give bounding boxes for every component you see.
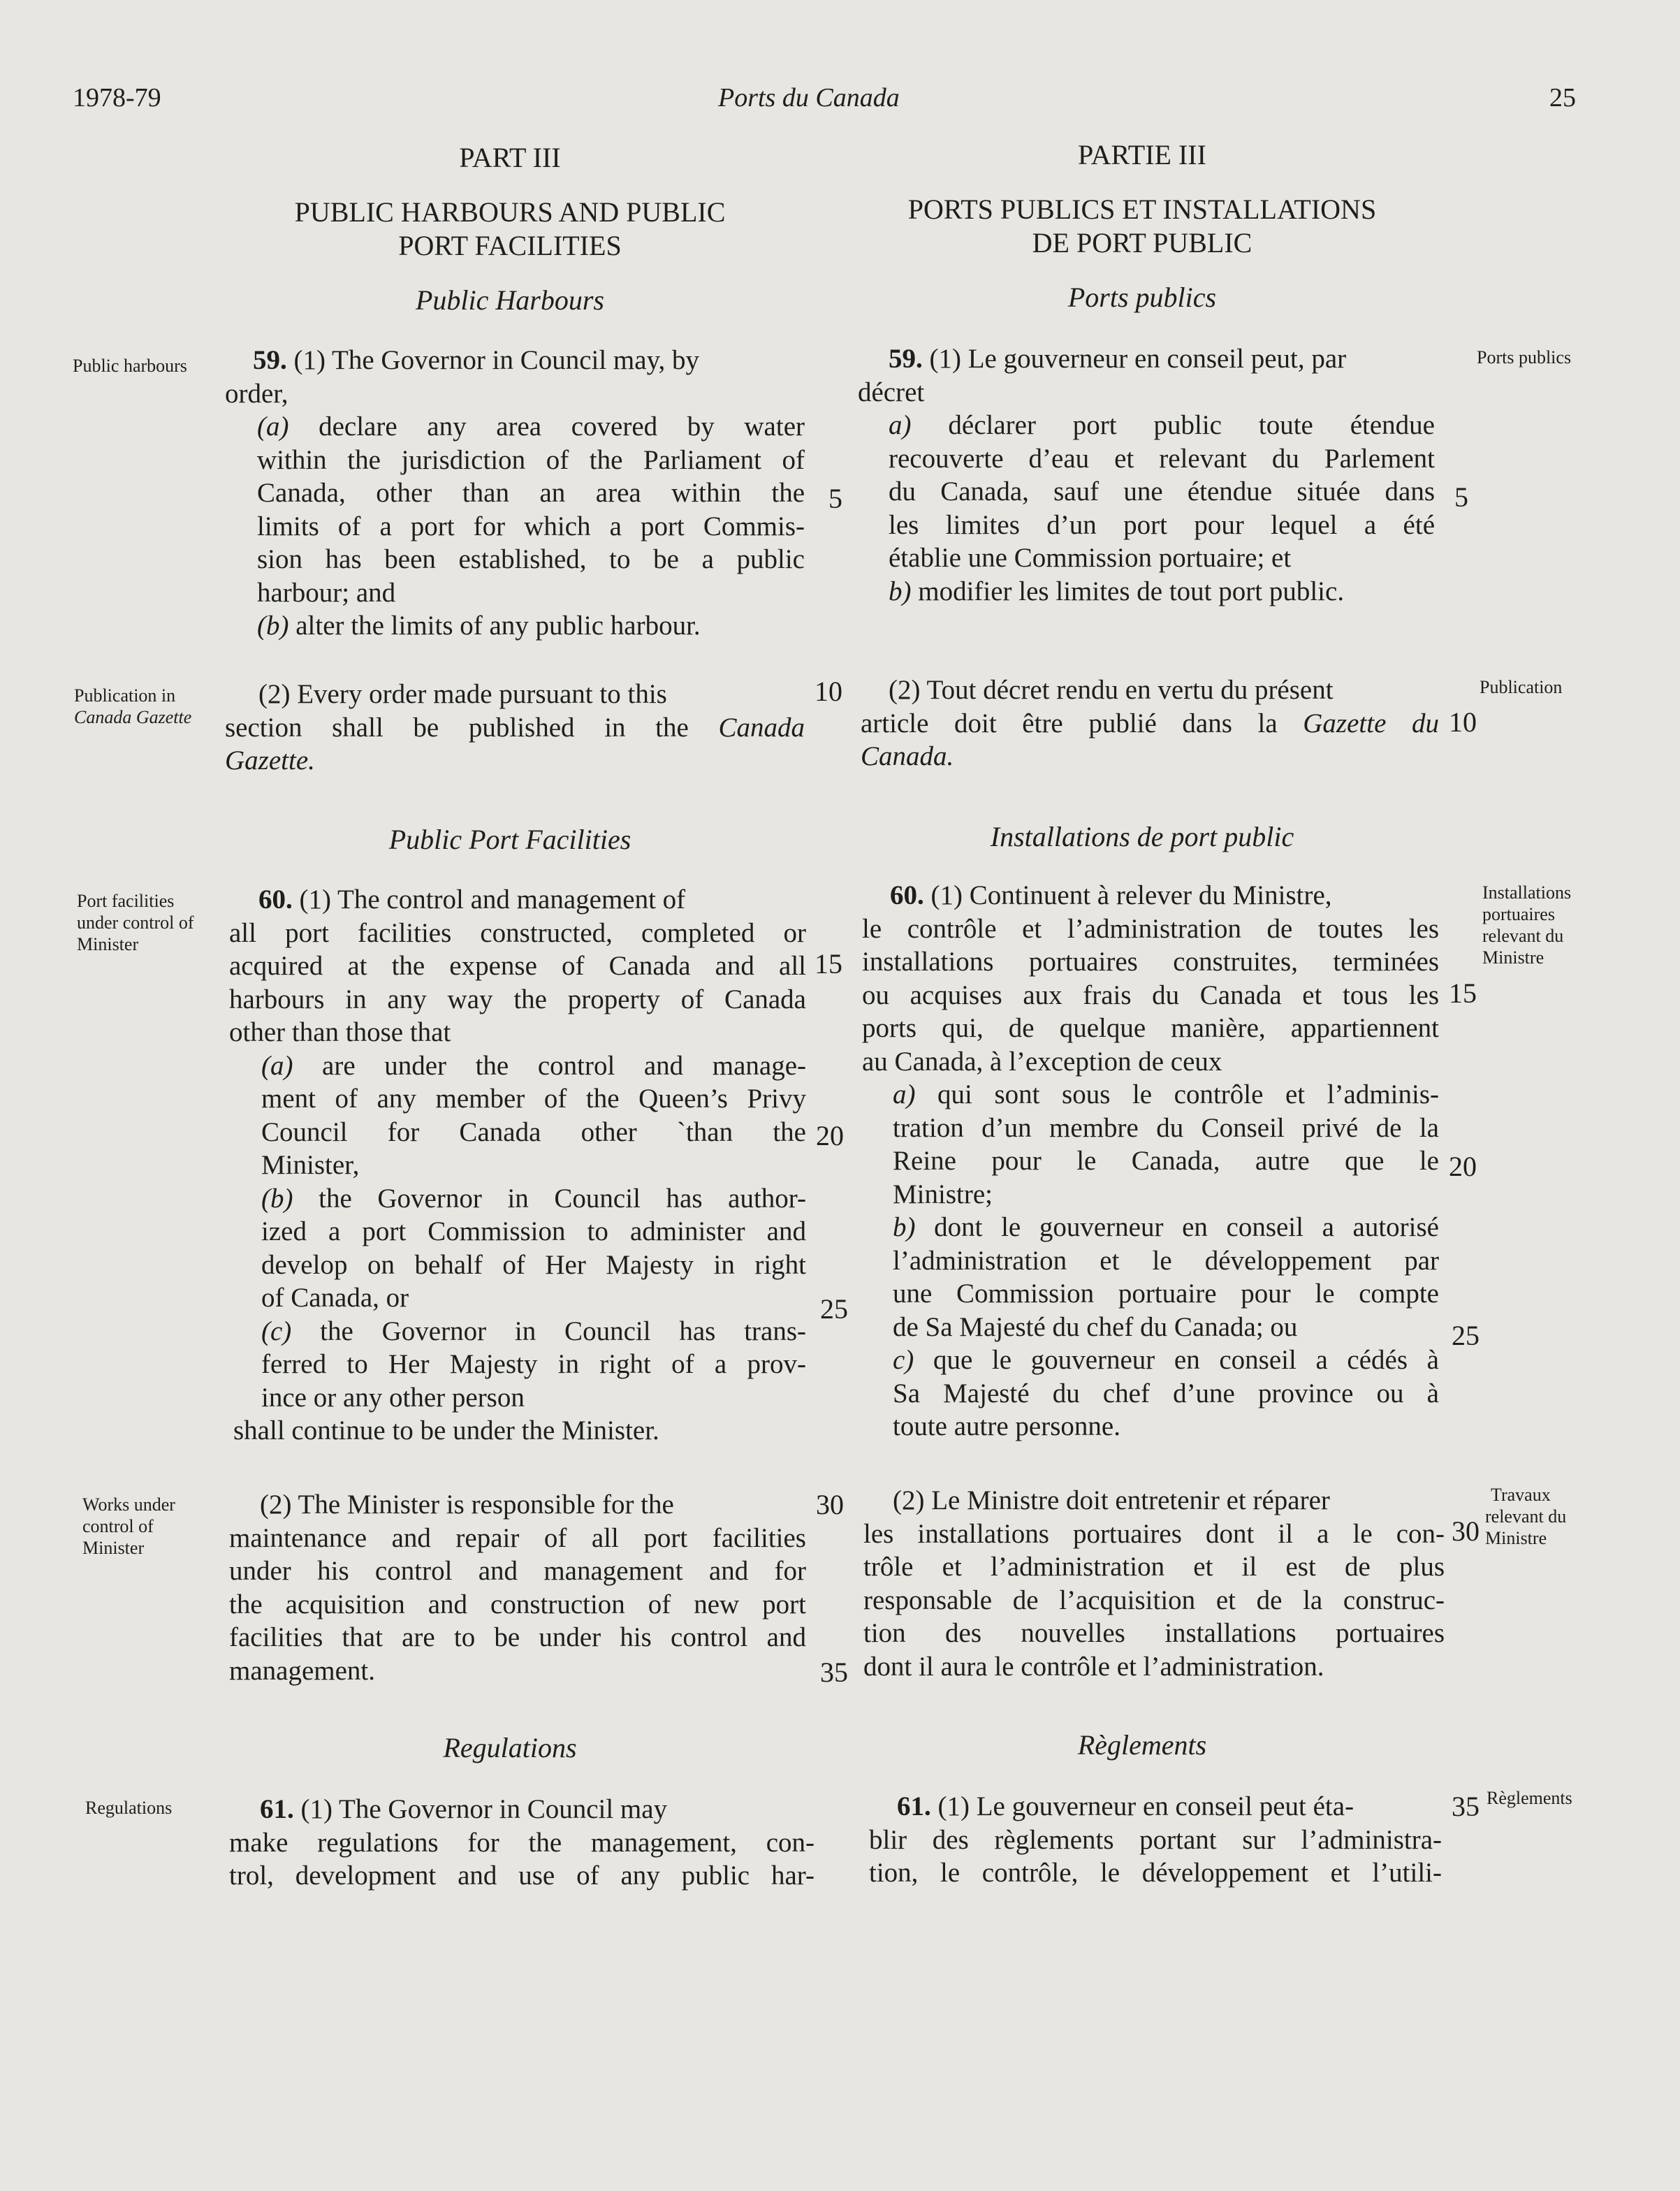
text-line: (1) Le gouverneur en conseil peut, par xyxy=(922,344,1347,374)
text-line: qui sont sous le contrôle et l’adminis- xyxy=(915,1079,1439,1109)
item-label: b) xyxy=(889,576,912,606)
line-number: 10 xyxy=(1449,706,1477,738)
margin-note-works-under-control xyxy=(82,1494,175,1559)
french-part-title-line-1: PORTS PUBLICS ET INSTALLATIONS xyxy=(907,194,1377,225)
text-line: alter the limits of any public harbour. xyxy=(288,611,701,641)
english-part-title xyxy=(217,196,803,263)
line-number: 30 xyxy=(816,1489,844,1520)
text-line: make regulations for the management, con- xyxy=(229,1827,815,1858)
text-line: (2) Le Ministre doit entretenir et réparer xyxy=(893,1485,1330,1515)
margin-note-line: Installations xyxy=(1482,882,1572,903)
margin-note-ports-publics: Ports publics xyxy=(1477,347,1572,367)
text-line: trol, development and use of any public har- xyxy=(229,1861,815,1891)
text-line: are under the control and manage- xyxy=(293,1050,806,1081)
english-item-59-b xyxy=(225,609,805,643)
text-line: under his control and management and for xyxy=(229,1556,806,1586)
french-section-59-1 xyxy=(858,342,1435,608)
english-item-59-a xyxy=(225,410,805,609)
text-line: ports qui, de quelque manière, appartiennent xyxy=(862,1013,1439,1043)
margin-note-public-harbours: Public harbours xyxy=(73,356,187,376)
english-section-59-2 xyxy=(225,678,805,778)
text-line: acquired at the expense of Canada and all xyxy=(229,951,806,981)
text-line: develop on behalf of Her Majesty in right xyxy=(261,1249,806,1280)
text-line: les limites d’un port pour lequel a été xyxy=(889,509,1435,540)
line-number: 10 xyxy=(815,676,842,707)
header-title: Ports du Canada xyxy=(718,83,900,112)
text-line: (2) Tout décret rendu en vertu du présent xyxy=(889,675,1334,705)
text-line: dont le gouverneur en conseil a autorisé xyxy=(915,1212,1439,1242)
french-section-60-2 xyxy=(863,1484,1445,1683)
item-label: (b) xyxy=(257,611,289,641)
text-line: installations portuaires construites, terminées xyxy=(862,947,1439,977)
text-line: Reine pour le Canada, autre que le xyxy=(893,1146,1439,1176)
text-line: (1) Le gouverneur en conseil peut éta- xyxy=(930,1791,1354,1821)
text-line: shall continue to be under the Minister. xyxy=(233,1415,659,1446)
text-line: ince or any other person xyxy=(261,1382,525,1413)
margin-note-line: under control of xyxy=(77,912,194,933)
margin-note-line: Publication in xyxy=(74,685,176,706)
text-line: (1) Continuent à relever du Ministre, xyxy=(923,880,1332,910)
text-line: Canada. xyxy=(861,741,954,771)
line-number: 5 xyxy=(1454,481,1468,513)
line-number: 5 xyxy=(828,483,842,514)
section-number: 59. xyxy=(253,345,287,375)
text-line: toute autre personne. xyxy=(893,1411,1120,1441)
header-years: 1978-79 xyxy=(73,83,161,112)
french-item-60-b xyxy=(862,1211,1439,1344)
french-part-title-line-2: DE PORT PUBLIC xyxy=(1032,227,1252,259)
french-section-61 xyxy=(869,1790,1442,1890)
english-item-60-c xyxy=(229,1315,806,1415)
text-line: au Canada, à l’exception de ceux xyxy=(862,1046,1222,1077)
text-line: the Governor in Council has trans- xyxy=(291,1316,806,1346)
english-subheading-public-harbours: Public Harbours xyxy=(416,284,604,316)
french-section-59-2 xyxy=(861,674,1439,773)
margin-note-port-facilities-under-control xyxy=(77,890,194,955)
text-line: établie une Commission portuaire; et xyxy=(889,543,1292,573)
margin-note-line: portuaires xyxy=(1482,904,1555,924)
text-line: recouverte d’eau et relevant du Parlement xyxy=(889,443,1435,474)
text-line: the acquisition and construction of new port xyxy=(229,1589,806,1619)
section-number: 61. xyxy=(897,1791,931,1821)
text-line: facilities that are to be under his control and xyxy=(229,1622,806,1652)
margin-note-line: relevant du xyxy=(1482,926,1564,946)
margin-note-travaux xyxy=(1485,1484,1566,1549)
text-line: les installations portuaires dont il a le con- xyxy=(863,1518,1445,1549)
english-subheading-regulations: Regulations xyxy=(443,1732,577,1763)
text-line: Minister, xyxy=(261,1150,360,1180)
text-line: Sa Majesté du chef d’une province ou à xyxy=(893,1378,1439,1408)
french-part-title xyxy=(838,193,1446,260)
section-number: 60. xyxy=(890,880,924,910)
text-line: (1) The Governor in Council may, by xyxy=(286,345,700,375)
text-line: sion has been established, to be a public xyxy=(257,544,805,574)
english-section-61 xyxy=(229,1793,815,1893)
text-line: limits of a port for which a port Commis- xyxy=(257,511,805,541)
text-line: ment of any member of the Queen’s Privy xyxy=(261,1084,806,1114)
text-line: (1) The control and management of xyxy=(292,885,686,915)
text-line: tration d’un membre du Conseil privé de la xyxy=(893,1112,1439,1143)
english-item-60-b xyxy=(229,1182,806,1315)
text-line: responsable de l’acquisition et de la construc- xyxy=(863,1585,1445,1615)
french-subheading-installations: Installations de port public xyxy=(990,821,1294,852)
french-item-60-a xyxy=(862,1078,1439,1211)
text-line: article doit être publié dans la xyxy=(861,708,1303,738)
margin-note-line: Ministre xyxy=(1485,1528,1547,1548)
french-subheading-reglements: Règlements xyxy=(1077,1729,1207,1761)
text-line: declare any area covered by water xyxy=(288,412,805,442)
line-number: 35 xyxy=(820,1657,848,1688)
text-line: trôle et l’administration et il est de plus xyxy=(863,1552,1445,1582)
text-line: ou acquises aux frais du Canada et tous les xyxy=(862,980,1439,1010)
text-line: blir des règlements portant sur l’administra- xyxy=(869,1824,1442,1855)
text-line: order, xyxy=(225,378,288,409)
english-section-59-1 xyxy=(225,344,805,643)
margin-note-installations-portuaires xyxy=(1482,882,1571,968)
margin-note-reglements: Règlements xyxy=(1487,1788,1572,1808)
text-line: Canada, other than an area within the xyxy=(257,478,805,508)
text-line: other than those that xyxy=(229,1017,451,1047)
item-label: (c) xyxy=(261,1316,292,1346)
margin-note-publication-in-canada-gazette xyxy=(74,685,191,728)
text-line: que le gouverneur en conseil a cédés à xyxy=(914,1345,1439,1375)
text-line: all port facilities constructed, completed or xyxy=(229,917,806,948)
header-page-number: 25 xyxy=(1549,83,1576,112)
section-number: 59. xyxy=(889,344,923,374)
text-line: décret xyxy=(858,377,925,407)
text-line: modifier les limites de tout port public. xyxy=(911,576,1345,606)
margin-note-line: relevant du xyxy=(1485,1506,1567,1527)
english-item-60-a xyxy=(229,1049,806,1182)
text-line: maintenance and repair of all port facilities xyxy=(229,1522,806,1553)
text-line: tion, le contrôle, le développement et l’utili- xyxy=(869,1858,1442,1888)
section-number: 61. xyxy=(260,1794,294,1824)
text-line: section shall be published in the xyxy=(225,712,719,743)
margin-note-line: Travaux xyxy=(1491,1485,1551,1505)
item-label: a) xyxy=(893,1079,916,1109)
margin-note-line: control of xyxy=(82,1516,154,1536)
text-line: ized a port Commission to administer and xyxy=(261,1216,806,1246)
item-label: b) xyxy=(893,1212,916,1242)
line-number: 25 xyxy=(1452,1320,1480,1351)
text-line: dont il aura le contrôle et l’administration. xyxy=(863,1651,1324,1682)
english-section-60-2 xyxy=(229,1488,806,1687)
text-line: le contrôle et l’administration de toutes les xyxy=(862,913,1439,944)
text-line: Canada xyxy=(718,712,805,743)
margin-note-line: Minister xyxy=(77,934,139,954)
section-number: 60. xyxy=(258,885,293,915)
line-number: 20 xyxy=(1449,1151,1477,1182)
margin-note-line: Minister xyxy=(82,1538,145,1558)
french-subheading-ports-publics: Ports publics xyxy=(1067,282,1217,313)
text-line: déclarer port public toute étendue xyxy=(911,410,1435,440)
margin-note-line: Works under xyxy=(82,1494,175,1515)
text-line: harbours in any way the property of Canada xyxy=(229,984,806,1014)
line-number: 20 xyxy=(816,1120,844,1151)
line-number: 30 xyxy=(1452,1515,1480,1547)
text-line: l’administration et le développement par xyxy=(893,1245,1439,1276)
text-line: de Sa Majesté du chef du Canada; ou xyxy=(893,1311,1298,1342)
text-line: of Canada, or xyxy=(261,1283,409,1313)
line-number: 15 xyxy=(815,948,842,980)
text-line: within the jurisdiction of the Parliament of xyxy=(257,444,805,475)
text-line: harbour; and xyxy=(257,577,396,608)
french-item-59-a xyxy=(858,409,1435,575)
line-number: 15 xyxy=(1449,977,1477,1009)
margin-note-regulations: Regulations xyxy=(85,1798,173,1818)
text-line: Council for Canada other `than the xyxy=(261,1116,806,1147)
margin-note-line: Port facilities xyxy=(77,891,175,911)
item-label: (a) xyxy=(261,1050,293,1081)
text-line: Ministre; xyxy=(893,1179,993,1209)
item-label: a) xyxy=(889,410,912,440)
english-part-title-line-1: PUBLIC HARBOURS AND PUBLIC xyxy=(294,196,726,228)
text-line: du Canada, sauf une étendue située dans xyxy=(889,476,1435,507)
text-line: management. xyxy=(229,1655,375,1686)
french-part: PARTIE III xyxy=(1078,139,1206,170)
margin-note-line: Canada Gazette xyxy=(74,707,192,727)
item-label: (b) xyxy=(261,1183,293,1214)
text-line: une Commission portuaire pour le compte xyxy=(893,1279,1439,1309)
item-label: (a) xyxy=(257,412,289,442)
text-line: (1) The Governor in Council may xyxy=(293,1794,668,1824)
french-item-60-c xyxy=(862,1344,1439,1443)
text-line: Gazette du xyxy=(1303,708,1439,738)
english-subheading-public-port-facilities: Public Port Facilities xyxy=(388,824,631,855)
text-line: tion des nouvelles installations portuaires xyxy=(863,1618,1445,1648)
english-part: PART III xyxy=(459,142,561,173)
text-line: Gazette. xyxy=(225,745,315,776)
english-part-title-line-2: PORT FACILITIES xyxy=(398,230,622,261)
text-line: (2) Every order made pursuant to this xyxy=(258,679,667,709)
text-line: ferred to Her Majesty in right of a prov- xyxy=(261,1349,806,1379)
margin-note-publication: Publication xyxy=(1480,677,1563,697)
text-line: (2) The Minister is responsible for the xyxy=(260,1490,674,1520)
line-number: 25 xyxy=(820,1293,848,1325)
margin-note-line: Ministre xyxy=(1482,947,1544,968)
english-section-60-1 xyxy=(229,883,806,1448)
french-section-60-1 xyxy=(862,879,1439,1443)
line-number: 35 xyxy=(1452,1791,1480,1822)
item-label: c) xyxy=(893,1345,914,1375)
text-line: the Governor in Council has author- xyxy=(293,1183,806,1214)
french-item-59-b xyxy=(858,575,1435,609)
